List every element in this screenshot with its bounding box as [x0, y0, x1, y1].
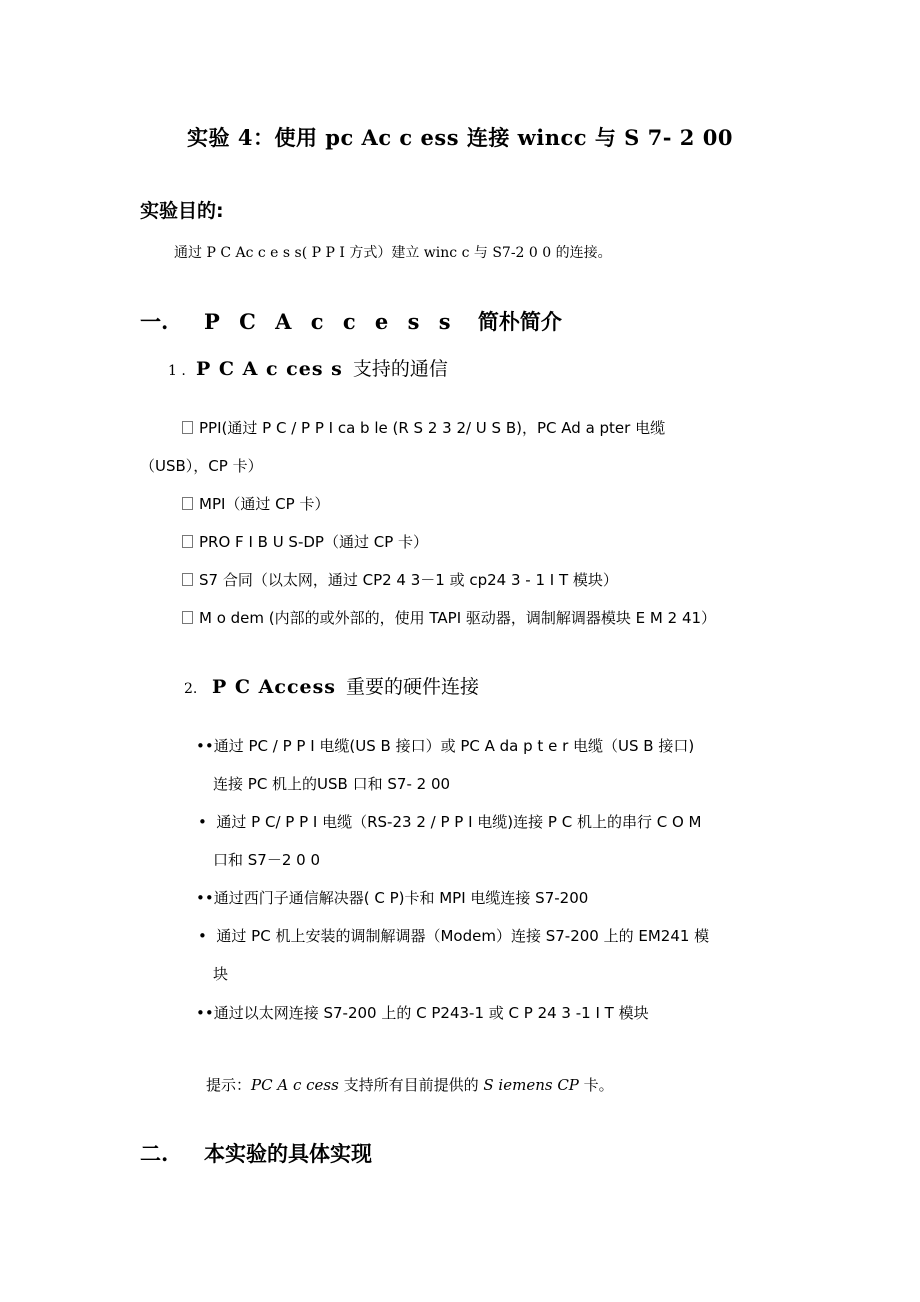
comm-item-1-cont: （USB），CP 卡） [140, 457, 263, 475]
section2-title: 本实验的具体实现 [204, 1141, 372, 1166]
hw-item-text: 通过 PC / P P I 电缆(US B 接口）或 PC A da p t e r 电缆（US B 接口) [213, 737, 695, 755]
checkbox-icon [182, 573, 193, 586]
bullet: •• [196, 737, 214, 755]
hw-item-5 [196, 1002, 649, 1023]
tip-text-2: 卡。 [583, 1076, 614, 1094]
hw-item-text: 通过 P C/ P P I 电缆（RS-23 2 / P P I 电缆)连接 P C 机上的串行 C O M [216, 813, 702, 831]
purpose-heading: 实验目的: [140, 200, 224, 222]
comm-item-text: M o dem (内部的或外部的，使用 TAPI 驱动器，调制解调器模块 E M 2 41） [199, 609, 717, 627]
comm-item-4 [182, 569, 618, 590]
comm-item-text: S7 合同（以太网，通过 CP2 4 3－1 或 cp24 3 - 1 I T 模块） [199, 571, 618, 589]
tip-text-1: 支持所有目前提供的 [343, 1076, 479, 1094]
purpose-text: 通过 P C Ac c e s s( P P I 方式）建立 winc c 与 S7-2 0 0 的连接。 [174, 245, 612, 261]
hw-item-text: 通过以太网连接 S7-200 上的 C P243-1 或 C P 24 3 -1 I T 模块 [213, 1004, 649, 1022]
section1-title-zh: 简朴简介 [477, 309, 562, 334]
section1-number: 一. [140, 309, 169, 334]
comm-item-2 [182, 493, 329, 514]
sub1-number: 1 . [168, 363, 186, 379]
document-title: 实验 4：使用 pc Ac c ess 连接 wincc 与 S 7- 2 00 [187, 125, 733, 150]
comm-item-text: MPI（通过 CP 卡） [199, 495, 330, 513]
hw-item-4-cont: 块 [213, 965, 229, 983]
sub1-heading [168, 354, 448, 381]
tip-label: 提示： [206, 1076, 252, 1094]
bullet: • [198, 927, 207, 945]
checkbox-icon [182, 421, 193, 434]
sub2-title-zh: 重要的硬件连接 [346, 676, 480, 698]
comm-item-text: PRO F I B U S-DP（通过 CP 卡） [199, 533, 429, 551]
bullet: • [198, 813, 207, 831]
checkbox-icon [182, 497, 193, 510]
hw-item-3 [196, 887, 588, 908]
sub2-number: 2. [184, 681, 198, 697]
hw-item-1-cont: 连接 PC 机上的USB 口和 S7- 2 00 [213, 775, 451, 793]
sub1-title-zh: 支持的通信 [352, 358, 448, 380]
hw-item-text: 通过 PC 机上安装的调制解调器（Modem）连接 S7-200 上的 EM241 模 [216, 927, 710, 945]
section2-number: 二. [140, 1141, 169, 1166]
section1-heading [140, 306, 562, 336]
hw-item-2 [198, 811, 701, 832]
bullet: •• [196, 889, 214, 907]
comm-item-5 [182, 607, 716, 628]
sub2-title-latin: P C Access [212, 676, 336, 698]
comm-item-3 [182, 531, 428, 552]
section1-title-latin: P C A c c e s s [204, 309, 457, 334]
sub2-heading [184, 672, 479, 699]
checkbox-icon [182, 535, 193, 548]
comm-item-1 [182, 417, 665, 438]
hw-item-1 [196, 735, 694, 756]
tip-italic-2: S iemens CP [483, 1076, 579, 1094]
hw-item-4 [198, 925, 709, 946]
hw-item-text: 通过西门子通信解决器( C P)卡和 MPI 电缆连接 S7-200 [213, 889, 589, 907]
checkbox-icon [182, 611, 193, 624]
tip-note [206, 1074, 614, 1095]
comm-item-text: PPI(通过 P C / P P I ca b le (R S 2 3 2/ U S B)，PC Ad a pter 电缆 [199, 419, 666, 437]
sub1-title-latin: P C A c ces s [196, 358, 343, 380]
hw-item-2-cont: 口和 S7－2 0 0 [213, 851, 320, 869]
section2-heading [140, 1138, 372, 1168]
tip-italic-1: PC A c cess [251, 1076, 339, 1094]
bullet: •• [196, 1004, 214, 1022]
